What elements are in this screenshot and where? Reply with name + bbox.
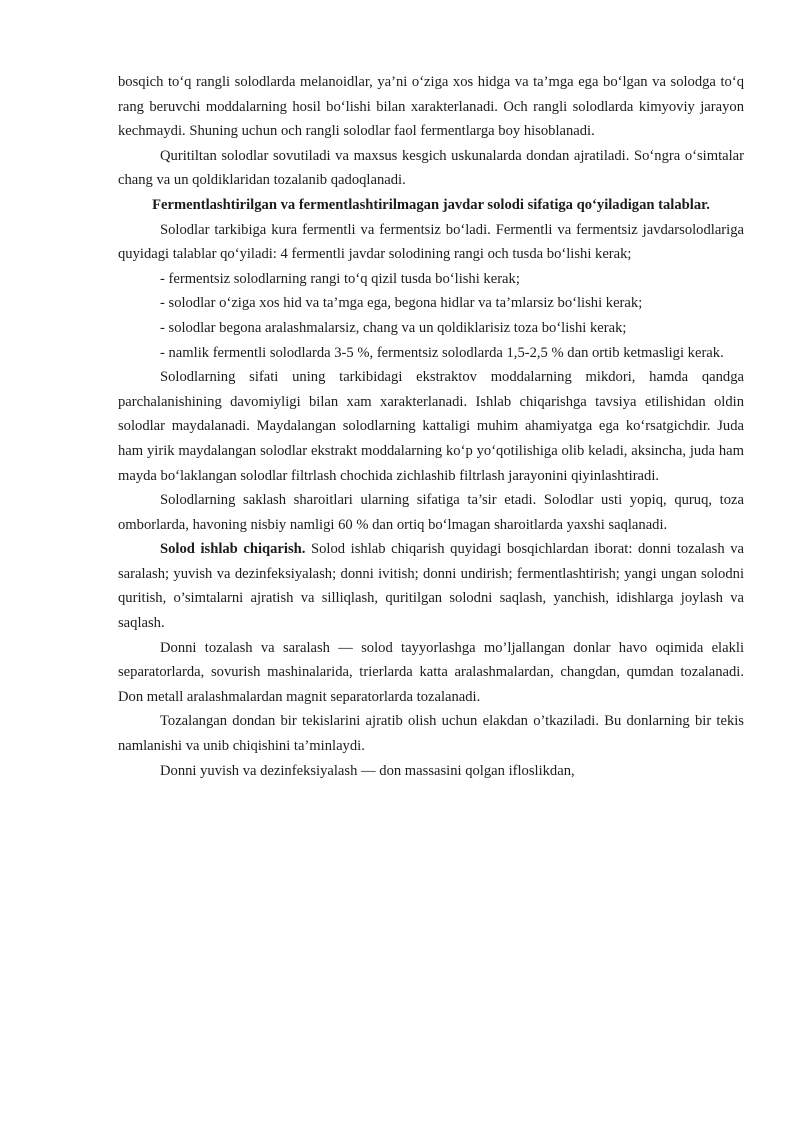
paragraph-requirements (118, 218, 744, 267)
list-item-text: - fermentsiz solodlarning rangi to‘q qizil tusda bo‘lishi kerak; (160, 270, 520, 287)
document-page (118, 70, 744, 783)
paragraph-quality (118, 365, 744, 488)
list-item-color (118, 267, 744, 292)
list-item-smell (118, 291, 744, 316)
paragraph-text: Solodlar tarkibiga kura fermentli va fermentsiz bo‘ladi. Fermentli va fermentsiz javdarsolodlariga quyidagi talablar qo‘yiladi: 4 fermentli javdar solodining rangi och tusda bo‘lishi kerak; (118, 221, 744, 263)
paragraph-cleaning (118, 636, 744, 710)
list-item-text: - namlik fermentli solodlarda 3-5 %, fermentsiz solodlarda 1,5-2,5 % dan ortib ketmasligi kerak. (160, 344, 724, 361)
paragraph-storage (118, 488, 744, 537)
paragraph-text: Donni tozalash va saralash — solod tayyorlashga mo’ljallangan donlar havo oqimida elakli separatorlarda, sovurish mashinalarida, trierlarda katta aralashmalardan, changdan, qumdan tozalanadi. Don metall aralashmalardan magnit separatorlarda tozalanadi. (118, 639, 744, 705)
paragraph-cooling (118, 144, 744, 193)
paragraph-text: Solod ishlab chiqarish quyidagi bosqichlardan iborat: donni tozalash va saralash; yuvish va dezinfeksiyalash; donni ivitish; donni undirish; fermentlashtirish; yangi ungan solodni quritish, o’simtalarni ajratish va silliqlash, quritilgan solodni saqlash, yanchish, idishlarga joylash va saqlash. (118, 541, 744, 632)
paragraph-text: Donni yuvish va dezinfeksiyalash — don massasini qolgan ifloslikdan, (160, 762, 575, 779)
paragraph-text: Quritiltan solodlar sovutiladi va maxsus kesgich uskunalarda dondan ajratiladi. So‘ngra o‘simtalar chang va un qoldiklaridan tozalanib qadoqlanadi. (118, 147, 744, 189)
list-item-text: - solodlar begona aralashmalarsiz, chang va un qoldiklarisiz toza bo‘lishi kerak; (160, 319, 627, 336)
paragraph-production (118, 537, 744, 635)
list-item-purity (118, 316, 744, 341)
list-item-text: - solodlar o‘ziga xos hid va ta’mga ega, begona hidlar va ta’mlarsiz bo‘lishi kerak; (160, 295, 643, 312)
paragraph-sieving (118, 709, 744, 758)
paragraph-text: bosqich to‘q rangli solodlarda melanoidlar, ya’ni o‘ziga xos hidga va ta’mga ega bo‘lgan va solodga to‘q rang beruvchi moddalarning hosil bo‘lishi bilan xarakterlanadi. Och rangli solodlarda kimyoviy jarayon kechmaydi. Shuning uchun och rangli solodlar faol fermentlarga boy hisoblanadi. (118, 74, 744, 140)
paragraph-melanoidins (118, 70, 744, 144)
run-in-heading: Solod ishlab chiqarish. (160, 541, 306, 558)
paragraph-text: Tozalangan dondan bir tekislarini ajratib olish uchun elakdan o’tkaziladi. Bu donlarning bir tekis namlanishi va unib chiqishini ta’minlaydi. (118, 713, 744, 755)
section-heading (118, 193, 744, 218)
paragraph-washing (118, 759, 744, 784)
paragraph-text: Solodlarning sifati uning tarkibidagi ekstraktov moddalarning mikdori, hamda qandga parchalanishining davomiyligi bilan xam xarakterlanadi. Ishlab chiqarishga tavsiya etilishidan oldin solodlar maydalanadi. Maydalangan solodlarning kattaligi muhim ahamiyatga ega ko‘rsatgichdir. Juda ham yirik maydalangan solodlar ekstrakt moddalarning ko‘p yo‘qotilishiga olib keladi, aksincha, juda ham mayda bo‘laklangan solodlar filtrlash chochida zichlashib filtrlash jarayonini qiyinlashtiradi. (118, 369, 744, 484)
heading-text: Fermentlashtirilgan va fermentlashtirilmagan javdar solodi sifatiga qo‘yiladigan talablar. (152, 196, 710, 213)
paragraph-text: Solodlarning saklash sharoitlari ularning sifatiga ta’sir etadi. Solodlar usti yopiq, quruq, toza omborlarda, havoning nisbiy namligi 60 % dan ortiq bo‘lmagan sharoitlarda yaxshi saqlanadi. (118, 492, 744, 533)
list-item-moisture (118, 341, 744, 366)
